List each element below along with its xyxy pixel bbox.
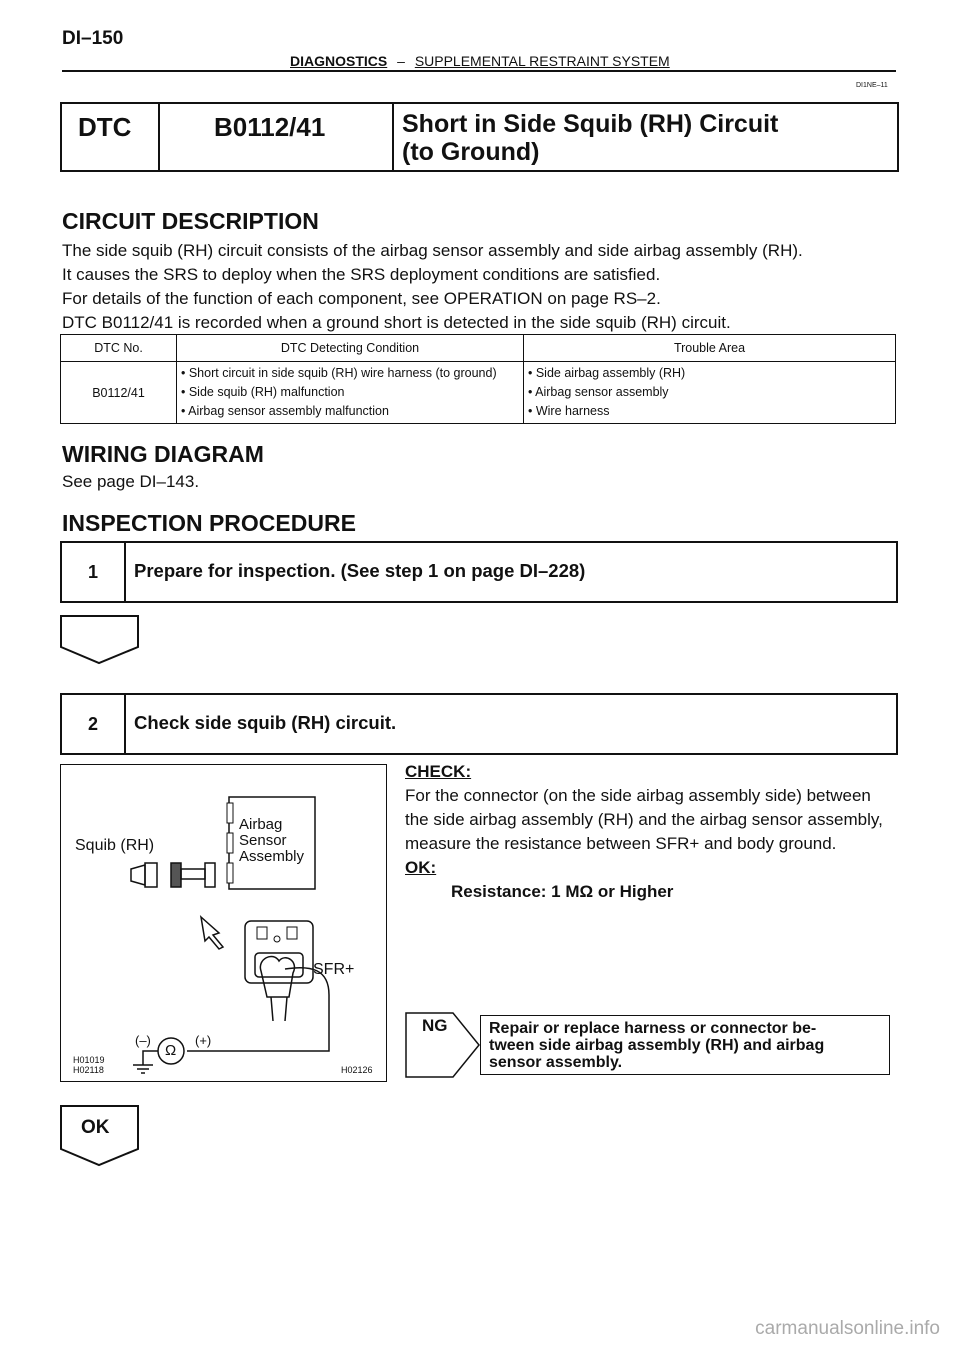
ok-flow-label: OK [81, 1117, 110, 1138]
wiring-text: See page DI–143. [62, 472, 200, 491]
circuit-heading: CIRCUIT DESCRIPTION [62, 208, 319, 234]
airbag-label-line: Assembly [239, 848, 305, 865]
check-line: the side airbag assembly (RH) and the airbag sensor assembly, [405, 810, 883, 829]
page-header [290, 53, 670, 69]
header-sep: – [397, 53, 405, 69]
dtc-divider [158, 104, 160, 170]
header-rule [62, 70, 896, 72]
circuit-line: For details of the function of each component, see OPERATION on page RS–2. [62, 289, 661, 308]
dtc-label: DTC [78, 112, 132, 142]
check-label: CHECK: [405, 762, 472, 781]
check-text [405, 760, 905, 904]
col-trouble-area: Trouble Area [524, 335, 896, 362]
step-number: 2 [62, 695, 126, 753]
condition-item: • Short circuit in side squib (RH) wire harness (to ground) [181, 366, 497, 380]
cell-areas [524, 362, 896, 424]
doc-code: DI1NE–11 [856, 82, 888, 89]
dtc-number: B0112/41 [214, 112, 326, 142]
circuit-line: It causes the SRS to deploy when the SRS deployment conditions are satisfied. [62, 265, 661, 284]
area-item: • Airbag sensor assembly [528, 385, 669, 399]
step-1 [60, 541, 898, 603]
ohm-icon: Ω [165, 1042, 177, 1059]
connector-diagram [61, 765, 386, 1081]
cell-conditions [177, 362, 524, 424]
area-item: • Side airbag assembly (RH) [528, 366, 686, 380]
condition-item: • Airbag sensor assembly malfunction [181, 404, 389, 418]
repair-line: Repair or replace harness or connector be- [489, 1020, 817, 1037]
squib-label: Squib (RH) [75, 837, 155, 854]
flow-arrow-icon [60, 615, 140, 665]
subsection-title: SUPPLEMENTAL RESTRAINT SYSTEM [414, 53, 670, 69]
table-header-row [61, 335, 896, 362]
section-title: DIAGNOSTICS [290, 53, 388, 69]
col-dtc-no: DTC No. [61, 335, 177, 362]
repair-line: sensor assembly. [489, 1054, 623, 1071]
table-row [61, 362, 896, 424]
circuit-line: The side squib (RH) circuit consists of the airbag sensor assembly and side airbag assembly (RH). [62, 241, 803, 260]
figure-code: H02118 [73, 1065, 104, 1075]
area-item: • Wire harness [528, 404, 610, 418]
airbag-label-line: Airbag [239, 816, 283, 833]
step-text: Check side squib (RH) circuit. [134, 712, 397, 733]
circuit-description [62, 239, 902, 335]
step-number: 1 [62, 543, 126, 601]
circuit-line: DTC B0112/41 is recorded when a ground short is detected in the side squib (RH) circuit. [62, 313, 731, 332]
meter-neg: (–) [135, 1033, 151, 1048]
watermark: carmanualsonline.info [755, 1318, 940, 1339]
dtc-divider [392, 104, 394, 170]
figure-code: H02126 [341, 1065, 373, 1075]
figure-code: H01019 [73, 1055, 105, 1065]
cell-dtc-no: B0112/41 [61, 362, 177, 424]
airbag-label-line: Sensor [239, 832, 287, 849]
dtc-table [60, 334, 896, 424]
airbag-sensor-label [239, 817, 304, 865]
step-text: Prepare for inspection. (See step 1 on page DI–228) [134, 560, 586, 581]
meter-pos: (+) [195, 1033, 212, 1048]
figure-codes [73, 1055, 105, 1075]
col-condition: DTC Detecting Condition [177, 335, 524, 362]
dtc-title-2: (to Ground) [402, 138, 540, 166]
ok-value: Resistance: 1 MΩ or Higher [451, 882, 674, 901]
check-figure [60, 764, 387, 1082]
check-line: measure the resistance between SFR+ and body ground. [405, 834, 837, 853]
step-2 [60, 693, 898, 755]
inspection-heading: INSPECTION PROCEDURE [62, 510, 356, 536]
ng-label: NG [422, 1016, 448, 1035]
dtc-title-1: Short in Side Squib (RH) Circuit [402, 110, 779, 138]
terminal-label: SFR+ [313, 961, 355, 978]
dtc-title-box [60, 102, 899, 172]
check-line: For the connector (on the side airbag assembly side) between [405, 786, 871, 805]
repair-box [480, 1015, 890, 1075]
condition-item: • Side squib (RH) malfunction [181, 385, 345, 399]
repair-line: tween side airbag assembly (RH) and airbag [489, 1037, 825, 1054]
page-number: DI–150 [62, 28, 124, 49]
ok-label: OK: [405, 858, 437, 877]
wiring-heading: WIRING DIAGRAM [62, 441, 264, 467]
